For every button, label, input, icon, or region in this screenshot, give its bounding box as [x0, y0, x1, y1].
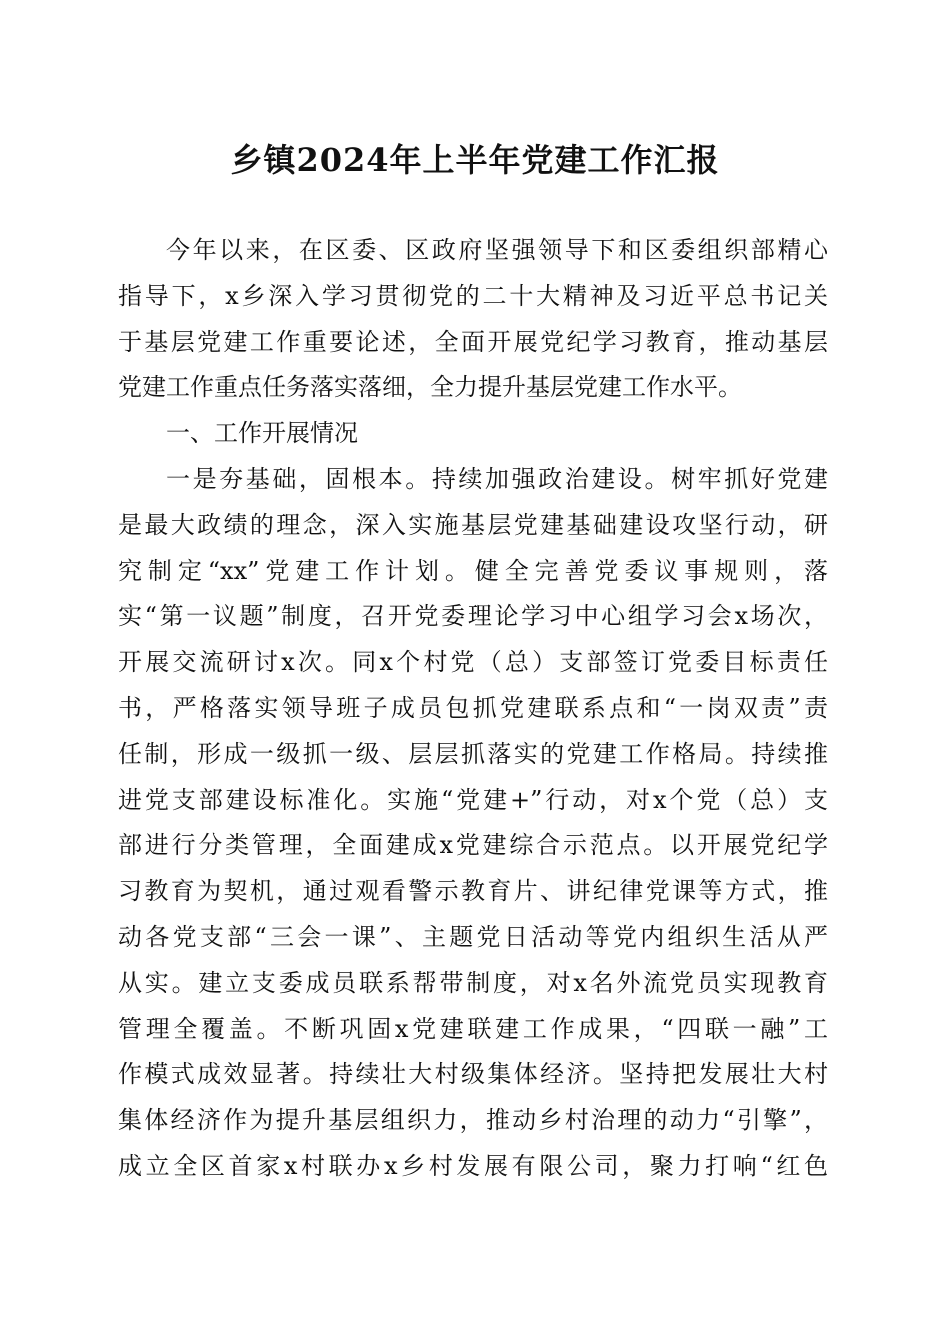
paragraph-line: 动各党支部“三会一课”、主题党日活动等党内组织生活从严	[118, 922, 828, 951]
paragraph-line: 是最大政绩的理念，深入实施基层党建基础建设攻坚行动，研	[118, 510, 828, 539]
paragraph-line: 集体经济作为提升基层组织力，推动乡村治理的动力“引擎”，	[118, 1106, 828, 1135]
document-title: 乡镇2024年上半年党建工作汇报	[230, 141, 720, 179]
paragraph-line: 作模式成效显著。持续壮大村级集体经济。坚持把发展壮大村	[118, 1060, 828, 1089]
paragraph-line: 一是夯基础，固根本。持续加强政治建设。树牢抓好党建	[166, 464, 828, 493]
paragraph-line: 开展交流研讨x次。同x个村党（总）支部签订党委目标责任	[118, 648, 828, 677]
paragraph-line: 实“第一议题”制度，召开党委理论学习中心组学习会x场次，	[118, 602, 828, 631]
paragraph-line: 书，严格落实领导班子成员包抓党建联系点和“一岗双责”责	[118, 693, 828, 722]
intro-line: 今年以来，在区委、区政府坚强领导下和区委组织部精心	[166, 236, 828, 264]
paragraph-line: 习教育为契机，通过观看警示教育片、讲纪律党课等方式，推	[118, 877, 828, 906]
document-body	[118, 228, 828, 1190]
paragraph-line: 成立全区首家x村联办x乡村发展有限公司，聚力打响“红色	[118, 1151, 828, 1180]
paragraph-line: 任制，形成一级抓一级、层层抓落实的党建工作格局。持续推	[118, 739, 828, 768]
paragraph-line: 从实。建立支委成员联系帮带制度，对x名外流党员实现教育	[118, 968, 828, 997]
intro-line: 党建工作重点任务落实落细，全力提升基层党建工作水平。	[118, 373, 742, 402]
paragraph-line: 部进行分类管理，全面建成x党建综合示范点。以开展党纪学	[118, 831, 828, 860]
paragraph-line: 管理全覆盖。不断巩固x党建联建工作成果，“四联一融”工	[118, 1014, 828, 1043]
intro-line: 指导下，x乡深入学习贯彻党的二十大精神及习近平总书记关	[118, 281, 828, 310]
section-heading: 一、工作开展情况	[166, 419, 358, 448]
paragraph-line: 进党支部建设标准化。实施“党建+”行动，对x个党（总）支	[118, 785, 828, 814]
paragraph-line: 究制定“xx”党建工作计划。健全完善党委议事规则，落	[118, 556, 828, 585]
intro-line: 于基层党建工作重要论述，全面开展党纪学习教育，推动基层	[118, 327, 828, 356]
